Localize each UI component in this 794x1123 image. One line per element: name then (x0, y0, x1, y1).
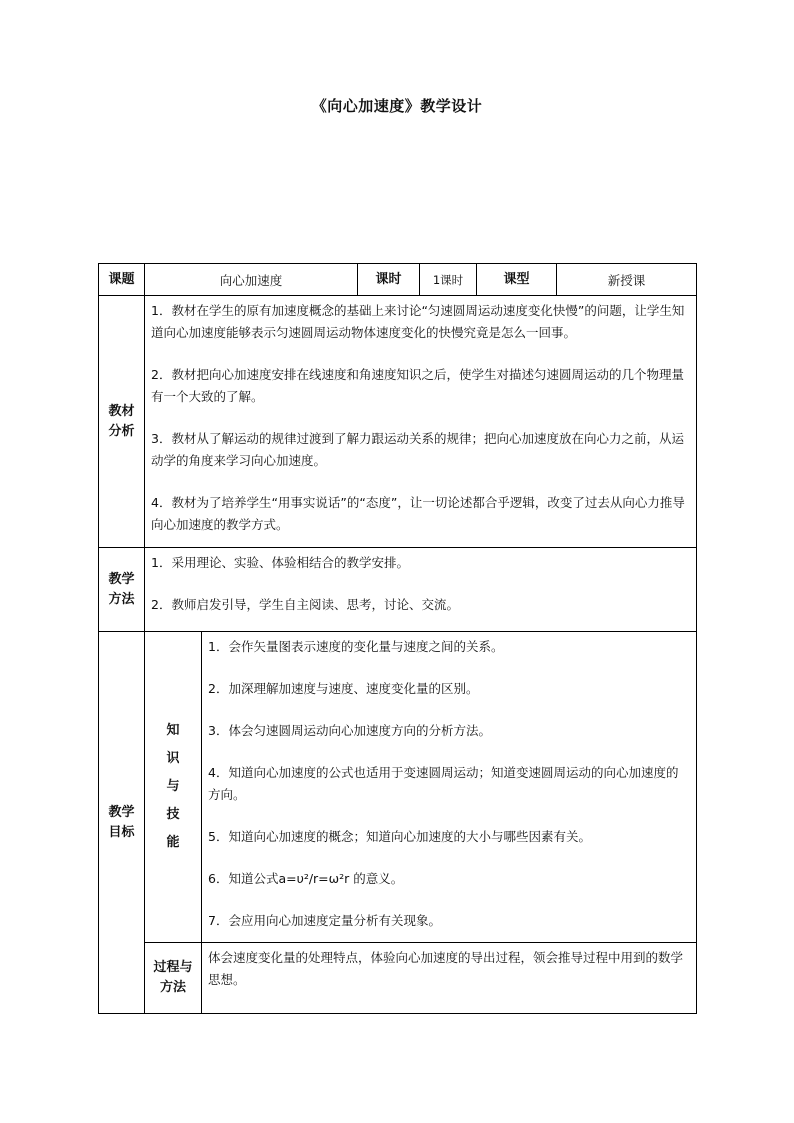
knowledge-item-3: 3．体会匀速圆周运动向心加速度方向的分析方法。 (208, 723, 491, 738)
material-content (145, 296, 697, 548)
label-type: 课型 (477, 264, 557, 296)
knowledge-item-5: 5．知道向心加速度的概念；知道向心加速度的大小与哪些因素有关。 (208, 829, 591, 844)
label-knowledge-char-5: 能 (166, 835, 180, 850)
hours-value: 1课时 (420, 264, 477, 296)
label-knowledge (145, 632, 202, 943)
label-method-line1: 教学 (108, 571, 135, 587)
process-content (202, 943, 697, 1014)
label-knowledge-char-3: 与 (166, 779, 180, 794)
label-knowledge-char-2: 识 (166, 751, 180, 766)
label-goals-line1: 教学 (108, 804, 135, 820)
label-material-line1: 教材 (108, 403, 135, 419)
document-title: 《向心加速度》教学设计 (311, 97, 483, 115)
label-method-line2: 方法 (108, 591, 135, 607)
process-text: 体会速度变化量的处理特点，体验向心加速度的导出过程，领会推导过程中用到的数学思想。 (208, 950, 684, 987)
knowledge-item-7: 7．会应用向心加速度定量分析有关现象。 (208, 913, 441, 928)
knowledge-item-6: 6．知道公式a=υ²/r=ω²r 的意义。 (208, 871, 404, 886)
material-item-1: 1．教材在学生的原有加速度概念的基础上来讨论“匀速圆周运动速度变化快慢”的问题，让学生知道向心加速度能够表示匀速圆周运动物体速度变化的快慢究竟是怎么一回事。 (151, 303, 685, 340)
knowledge-item-1: 1．会作矢量图表示速度的变化量与速度之间的关系。 (208, 639, 504, 654)
method-row (99, 548, 697, 632)
knowledge-item-4: 4．知道向心加速度的公式也适用于变速圆周运动；知道变速圆周运动的向心加速度的方向。 (208, 765, 679, 802)
material-item-4: 4．教材为了培养学生“用事实说话”的“态度”，让一切论述都合乎逻辑，改变了过去从向心力推导向心加速度的教学方式。 (151, 495, 685, 532)
label-goals (99, 632, 145, 1014)
knowledge-item-2: 2．加深理解加速度与速度、速度变化量的区别。 (208, 681, 479, 696)
header-row (99, 264, 697, 296)
label-process-line2: 方法 (159, 980, 186, 995)
label-process (145, 943, 202, 1014)
lesson-plan-table (98, 263, 697, 1014)
material-item-2: 2．教材把向心加速度安排在线速度和角速度知识之后，使学生对描述匀速圆周运动的几个物理量有一个大致的了解。 (151, 367, 684, 404)
label-goals-line2: 目标 (108, 824, 135, 840)
label-method (99, 548, 145, 632)
label-material (99, 296, 145, 548)
label-knowledge-char-1: 知 (166, 723, 180, 738)
method-item-1: 1．采用理论、实验、体验相结合的教学安排。 (151, 555, 409, 570)
label-material-line2: 分析 (108, 423, 135, 439)
label-knowledge-char-4: 技 (166, 807, 180, 822)
method-item-2: 2．教师启发引导，学生自主阅读、思考，讨论、交流。 (151, 597, 459, 612)
material-row (99, 296, 697, 548)
label-topic: 课题 (99, 264, 145, 296)
topic-value: 向心加速度 (145, 264, 358, 296)
label-process-line1: 过程与 (153, 960, 193, 975)
type-value: 新授课 (557, 264, 697, 296)
goals-knowledge-row (99, 632, 697, 943)
label-hours: 课时 (358, 264, 420, 296)
method-content (145, 548, 697, 632)
material-item-3: 3．教材从了解运动的规律过渡到了解力跟运动关系的规律；把向心加速度放在向心力之前，从运动学的角度来学习向心加速度。 (151, 431, 684, 468)
goals-process-row (99, 943, 697, 1014)
knowledge-content (202, 632, 697, 943)
